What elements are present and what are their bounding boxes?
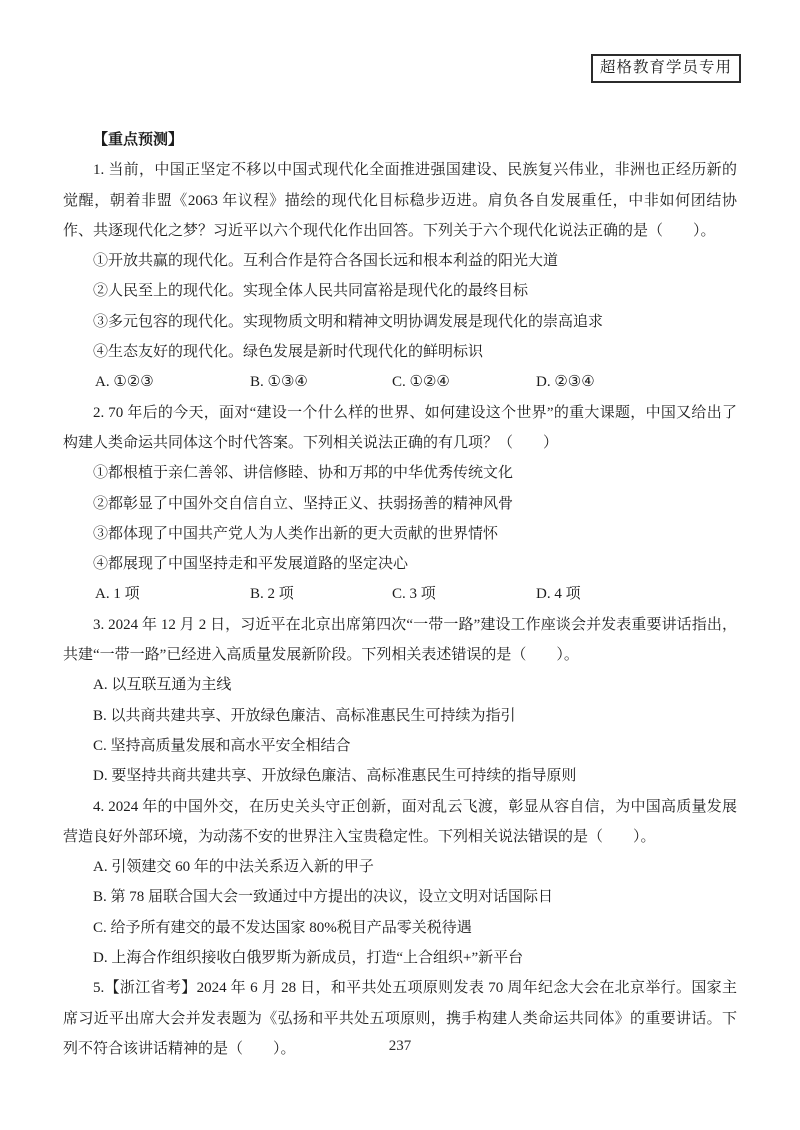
question-3-choice-d: D. 要坚持共商共建共享、开放绿色廉洁、高标准惠民生可持续的指导原则 [93,768,577,785]
brand-badge [591,54,741,83]
question-1-stem: 1. 当前，中国正坚定不移以中国式现代化全面推进强国建设、民族复兴伟业，非洲也正经历新的觉醒，朝着非盟《2063 年议程》描绘的现代化目标稳步迈进。肩负各自发展重任，中非如何团结协作、共逐现代化之梦？习近平以六个现代化作出回答。下列关于六个现代化说法正确的是（ ）。 [63,162,737,239]
question-4-choice-b: B. 第 78 届联合国大会一致通过中方提出的决议，设立文明对话国际日 [93,889,554,906]
question-4-choice-a: A. 引领建交 60 年的中法关系迈入新的甲子 [93,859,374,876]
question-3-choice-a: A. 以互联互通为主线 [93,677,232,694]
choice-option-b: B. 2 项 [250,586,294,603]
question-1-choices [63,367,737,397]
choice-option-c: C. ①②④ [392,374,450,391]
question-2-stem: 2. 70 年后的今天，面对“建设一个什么样的世界、如何建设这个世界”的重大课题，中国又给出了构建人类命运共同体这个时代答案。下列相关说法正确的有几项？（ ） [63,404,737,451]
question-3-choice-c: C. 坚持高质量发展和高水平安全相结合 [93,737,351,754]
question-1-item-3: ③多元包容的现代化。实现物质文明和精神文明协调发展是现代化的崇高追求 [93,313,604,330]
question-4-stem: 4. 2024 年的中国外交，在历史关头守正创新，面对乱云飞渡，彰显从容自信，为中国高质量发展营造良好外部环境，为动荡不安的世界注入宝贵稳定性。下列相关说法错误的是（ ）。 [63,798,737,845]
question-2-item-4: ④都展现了中国坚持走和平发展道路的坚定决心 [93,556,409,573]
question-4-choice-d: D. 上海合作组织接收白俄罗斯为新成员，打造“上合组织+”新平台 [93,950,524,967]
question-2-item-3: ③都体现了中国共产党人为人类作出新的更大贡献的世界情怀 [93,525,499,542]
question-2-choices [63,579,737,609]
question-2-item-2: ②都彰显了中国外交自信自立、坚持正义、扶弱扬善的精神风骨 [93,495,514,512]
choice-option-a: A. ①②③ [95,374,154,391]
section-title: 【重点预测】 [93,132,184,148]
brand-badge-label: 超格教育学员专用 [599,59,732,76]
question-3-choice-b: B. 以共商共建共享、开放绿色廉洁、高标准惠民生可持续为指引 [93,707,516,724]
question-1-item-1: ①开放共赢的现代化。互利合作是符合各国长远和根本利益的阳光大道 [93,253,559,270]
question-5-stem: 5.【浙江省考】2024 年 6 月 28 日，和平共处五项原则发表 70 周年纪念大会在北京举行。国家主席习近平出席大会并发表题为《弘扬和平共处五项原则，携手构建人类命运共同体》的重要讲话。下列不符合该讲话精神的是（ ）。 [63,980,737,1057]
page-number: 237 [388,1038,412,1054]
choice-option-d: D. ②③④ [536,374,595,391]
document-content [63,125,737,1064]
choice-option-b: B. ①③④ [250,374,308,391]
question-3-stem: 3. 2024 年 12 月 2 日，习近平在北京出席第四次“一带一路”建设工作座谈会并发表重要讲话指出，共建“一带一路”已经进入高质量发展新阶段。下列相关表述错误的是（ ）。 [63,616,737,664]
choice-option-c: C. 3 项 [392,586,436,603]
question-1-item-4: ④生态友好的现代化。绿色发展是新时代现代化的鲜明标识 [93,344,484,361]
choice-option-a: A. 1 项 [95,586,140,603]
choice-option-d: D. 4 项 [536,586,581,603]
question-1-item-2: ②人民至上的现代化。实现全体人民共同富裕是现代化的最终目标 [93,283,529,300]
question-4-choice-c: C. 给予所有建交的最不发达国家 80%税目产品零关税待遇 [93,919,472,936]
question-2-item-1: ①都根植于亲仁善邻、讲信修睦、协和万邦的中华优秀传统文化 [93,465,514,482]
